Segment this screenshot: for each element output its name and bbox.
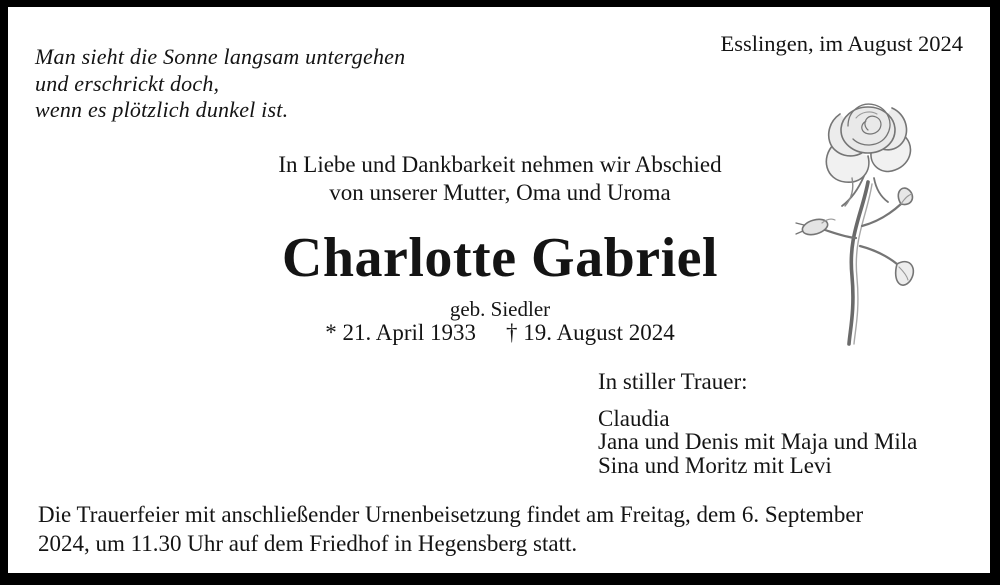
intro-line: In Liebe und Dankbarkeit nehmen wir Abschied: [278, 152, 722, 177]
death-date: † 19. August 2024: [506, 320, 675, 345]
mourners-block: [598, 370, 917, 477]
funeral-line: Die Trauerfeier mit anschließender Urnenbeisetzung findet am Freitag, dem 6. September: [38, 502, 864, 527]
mourner-line: Sina und Moritz mit Levi: [598, 452, 832, 478]
intro-line: von unserer Mutter, Oma und Uroma: [329, 180, 671, 205]
place-dateline: Esslingen, im August 2024: [720, 31, 963, 56]
epigraph-quote: [35, 44, 405, 124]
epigraph-line: wenn es plötzlich dunkel ist.: [35, 97, 289, 122]
birth-date: * 21. April 1933: [325, 320, 477, 345]
mourner-line: Claudia: [598, 405, 670, 431]
mourner-line: Jana und Denis mit Maja und Mila: [598, 429, 918, 454]
funeral-details: [38, 501, 863, 558]
epigraph-line: Man sieht die Sonne langsam untergehen: [35, 44, 406, 69]
maiden-name: geb. Siedler: [449, 297, 551, 321]
mourners-heading: In stiller Trauer:: [598, 369, 748, 394]
funeral-line: 2024, um 11.30 Uhr auf dem Friedhof in Hegensberg statt.: [38, 530, 578, 556]
deceased-name: Charlotte Gabriel: [281, 227, 719, 289]
rose-illustration: [782, 86, 932, 348]
epigraph-line: und erschrickt doch,: [35, 70, 220, 96]
